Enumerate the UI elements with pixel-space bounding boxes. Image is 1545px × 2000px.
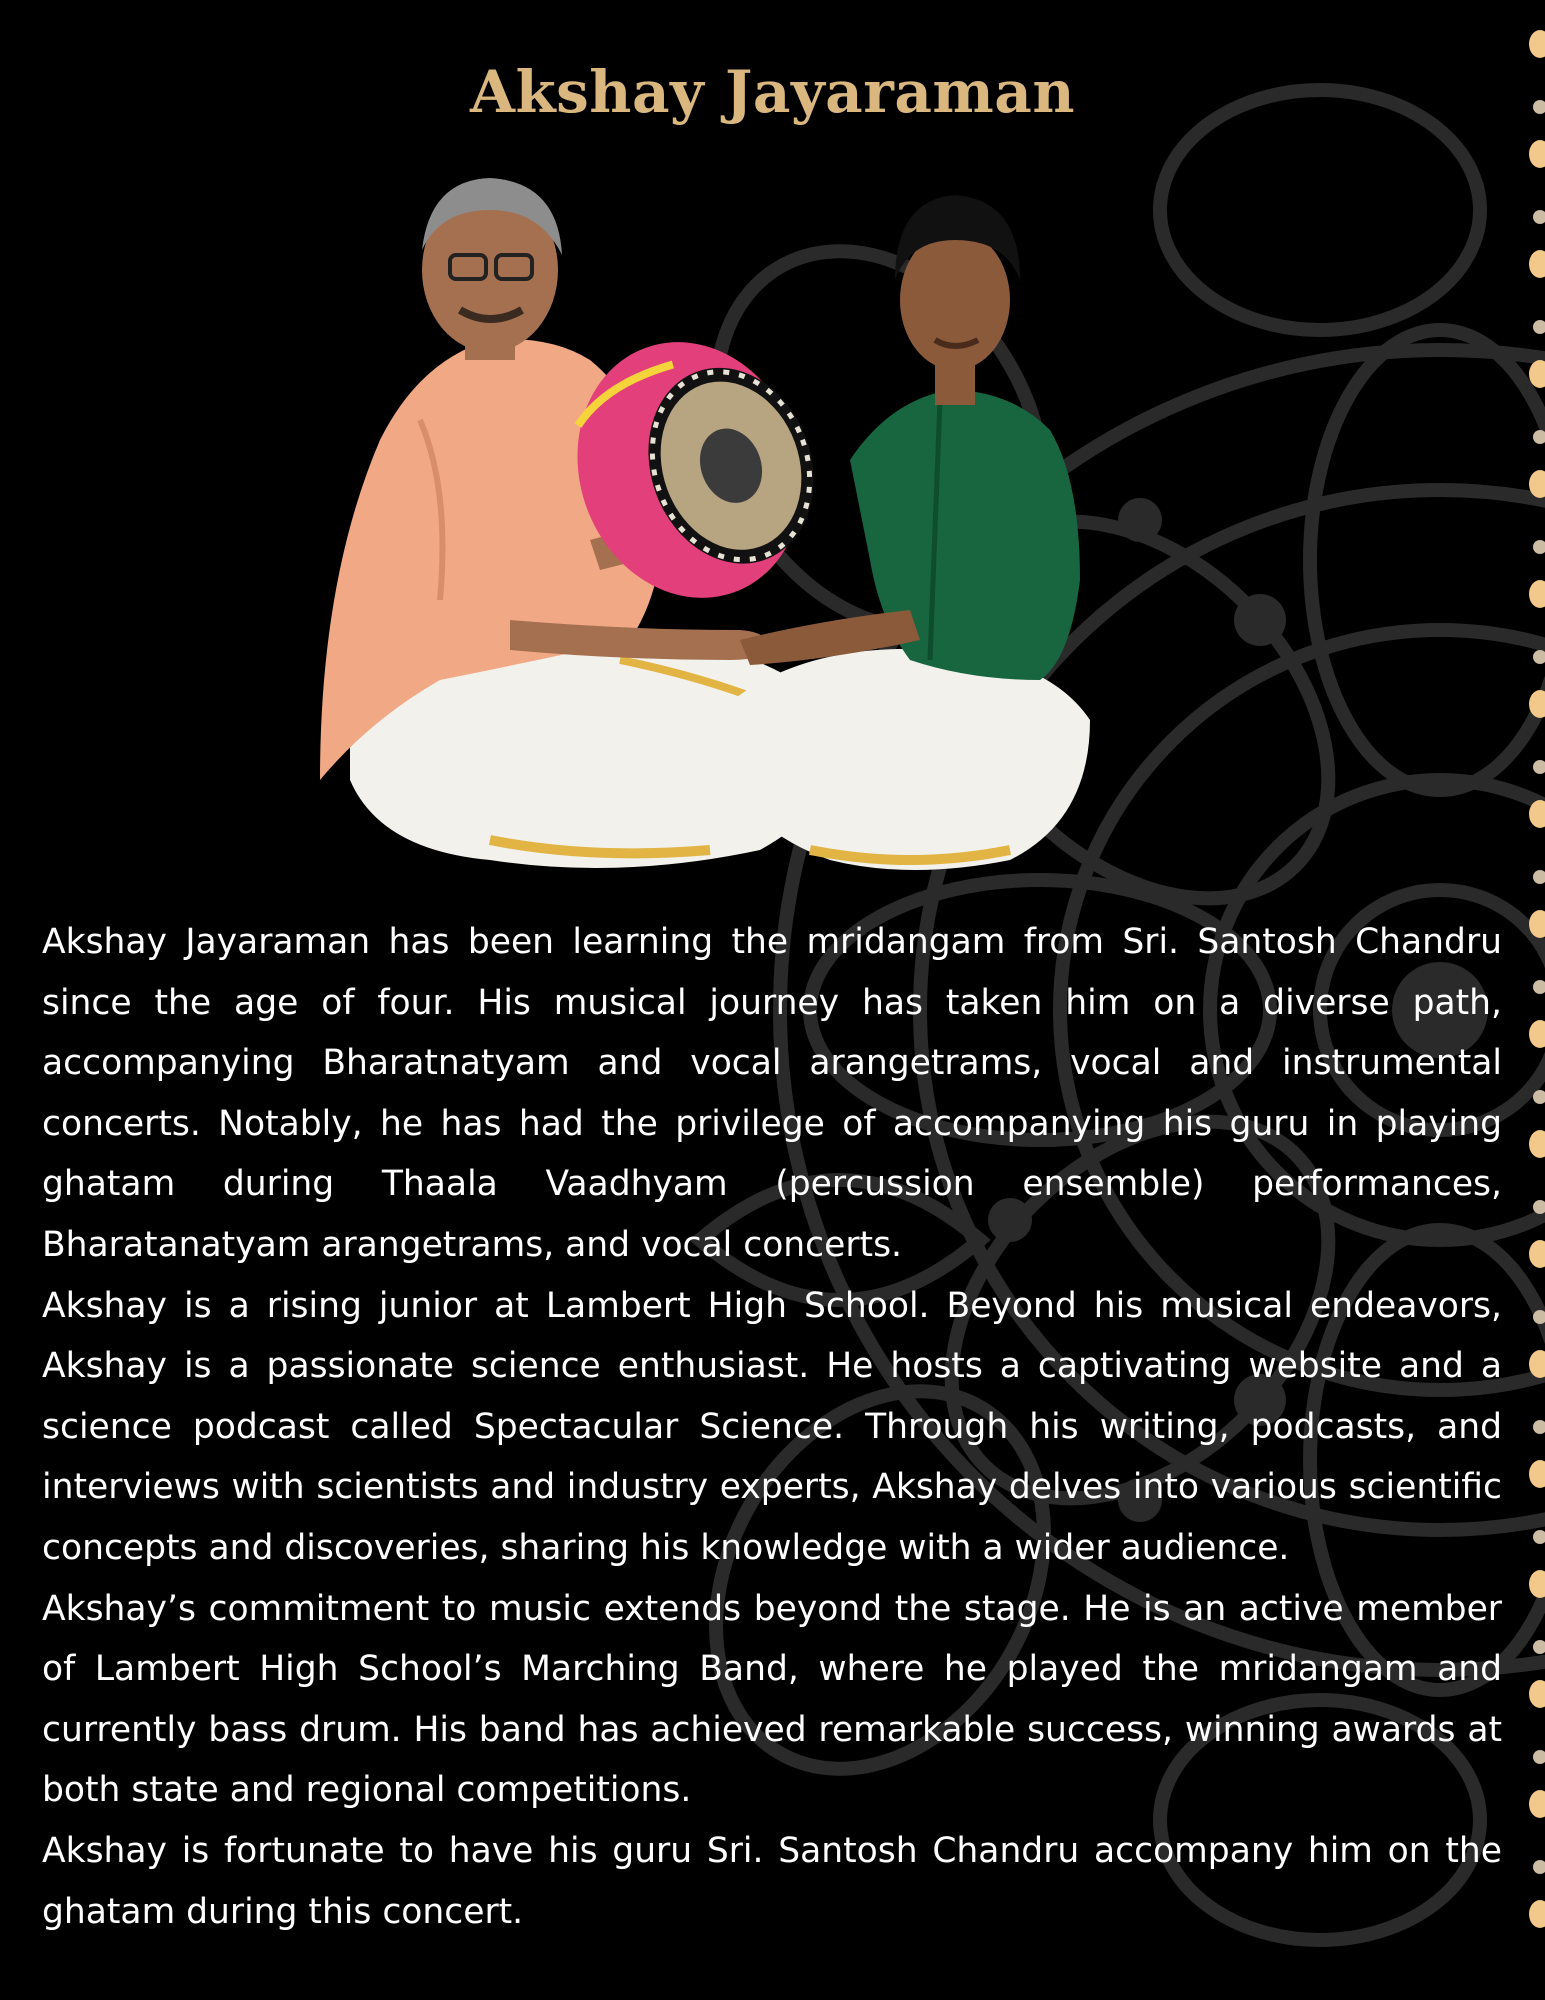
border-dot-icon <box>1533 980 1545 994</box>
bio-paragraph-science: Akshay is a rising junior at Lambert High School. Beyond his musical endeavors, Akshay is a passionate science enthusiast. He hosts a captivating website and a science podcast called Spectacular Science. Through his writing, podcasts, and interviews with scientists and industry experts, Akshay delves into various scientific concepts and discoveries, sharing his knowledge with a wider audience. <box>42 1285 1502 1568</box>
border-dot-icon <box>1533 1420 1545 1434</box>
border-dot-icon <box>1533 1090 1545 1104</box>
border-dot-icon <box>1533 210 1545 224</box>
border-dot-icon <box>1529 30 1545 58</box>
border-dot-icon <box>1533 1200 1545 1214</box>
biography-text <box>42 912 1502 1942</box>
border-dot-icon <box>1529 1900 1545 1928</box>
border-dot-icon <box>1529 140 1545 168</box>
decorative-edge-border <box>1525 0 1545 2000</box>
border-dot-icon <box>1533 1310 1545 1324</box>
border-dot-icon <box>1529 800 1545 828</box>
border-dot-icon <box>1529 910 1545 938</box>
border-dot-icon <box>1529 690 1545 718</box>
border-dot-icon <box>1533 760 1545 774</box>
border-dot-icon <box>1529 1680 1545 1708</box>
border-dot-icon <box>1529 250 1545 278</box>
border-dot-icon <box>1529 580 1545 608</box>
border-dot-icon <box>1533 320 1545 334</box>
border-dot-icon <box>1529 1240 1545 1268</box>
border-dot-icon <box>1533 430 1545 444</box>
border-dot-icon <box>1533 1860 1545 1874</box>
border-dot-icon <box>1533 540 1545 554</box>
border-dot-icon <box>1529 1570 1545 1598</box>
border-dot-icon <box>1533 1750 1545 1764</box>
border-dot-icon <box>1533 650 1545 664</box>
border-dot-icon <box>1529 1020 1545 1048</box>
bio-paragraph-concert-guru: Akshay is fortunate to have his guru Sri. Santosh Chandru accompany him on the ghatam during this concert. <box>42 1830 1502 1932</box>
border-dot-icon <box>1533 1640 1545 1654</box>
border-dot-icon <box>1529 1460 1545 1488</box>
border-dot-icon <box>1533 1530 1545 1544</box>
border-dot-icon <box>1533 870 1545 884</box>
bio-paragraph-marching-band: Akshay’s commitment to music extends beyond the stage. He is an active member of Lambert High School’s Marching Band, where he played the mridangam and currently bass drum. His band has achieved remarkable success, winning awards at both state and regional competitions. <box>42 1588 1502 1811</box>
border-dot-icon <box>1529 470 1545 498</box>
border-dot-icon <box>1529 1350 1545 1378</box>
page-title: Akshay Jayaraman <box>469 58 1076 126</box>
border-dot-icon <box>1529 360 1545 388</box>
border-dot-icon <box>1529 1130 1545 1158</box>
photo-guru-and-student-with-mridangam <box>290 160 1230 900</box>
border-dot-icon <box>1529 1790 1545 1818</box>
bio-paragraph-mridangam: Akshay Jayaraman has been learning the mridangam from Sri. Santosh Chandru since the age of four. His musical journey has taken him on a diverse path, accompanying Bharatnatyam and vocal arangetrams, vocal and instrumental concerts. Notably, he has had the privilege of accompanying his guru in playing ghatam during Thaala Vaadhyam (percussion ensemble) performances, Bharatanatyam arangetrams, and vocal concerts. <box>42 922 1502 1265</box>
